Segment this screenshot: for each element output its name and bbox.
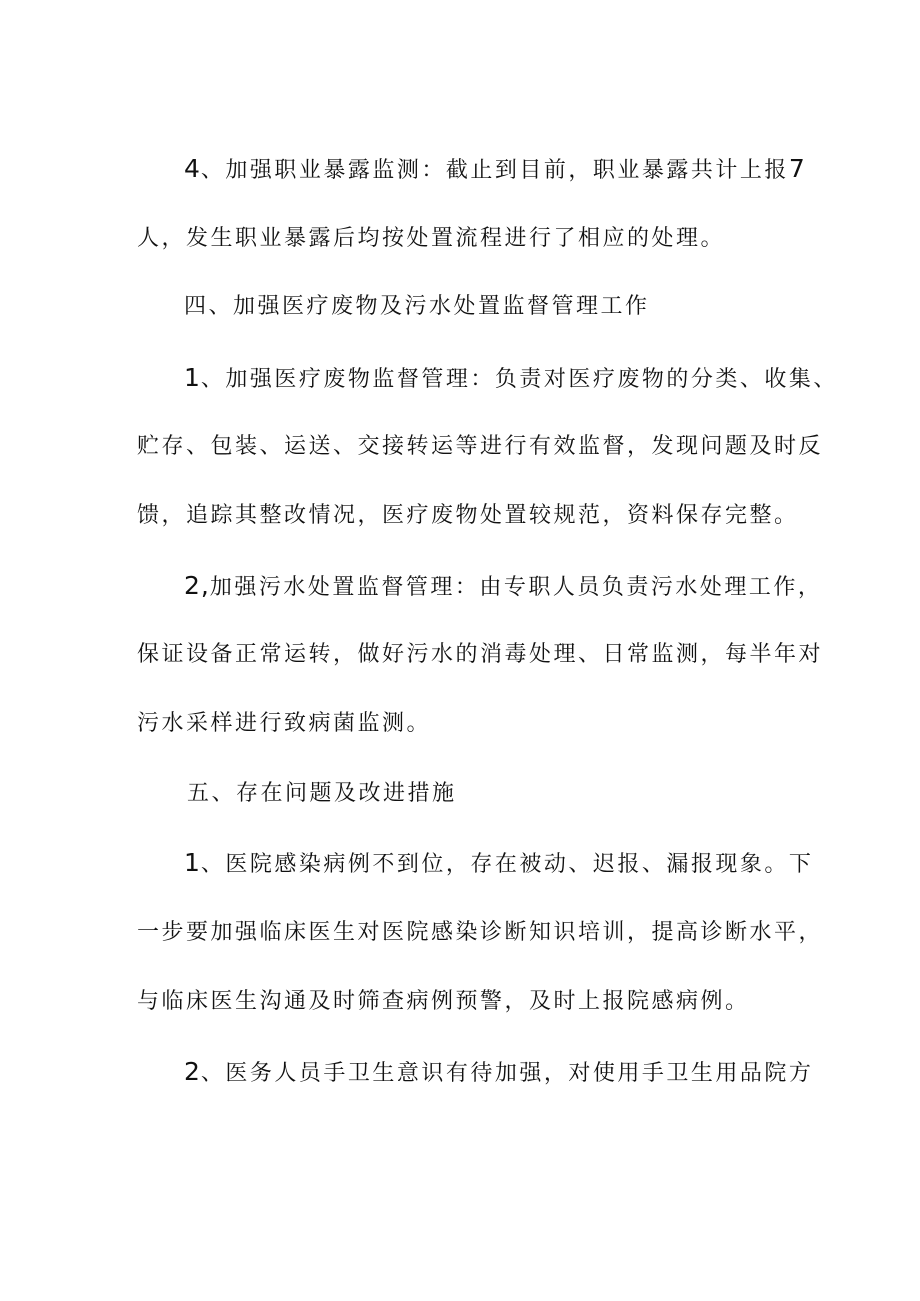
paragraph-2-line-1: 1、加强医疗废物监督管理：负责对医疗废物的分类、收集、 [184,363,838,392]
section-heading-4: 四、加强医疗废物及污水处置监督管理工作 [184,294,650,319]
paragraph-2-line-3: 馈，追踪其整改情况，医疗废物处置较规范，资料保存完整。 [137,503,799,528]
paragraph-3-number: 2, [184,571,210,600]
paragraph-4-line-3: 与临床医生沟通及时筛查病例预警，及时上报院感病例。 [137,989,750,1014]
paragraph-1-number: 4 [184,154,201,183]
paragraph-4-number: 1 [184,848,201,877]
paragraph-4-line-2: 一步要加强临床医生对医院感染诊断知识培训，提高诊断水平， [137,920,824,945]
paragraph-1-line-1 [184,154,806,186]
paragraph-1-line-2: 人，发生职业暴露后均按处置流程进行了相应的处理。 [137,226,726,251]
paragraph-1-count: 7 [788,154,806,183]
paragraph-5-line-1: 2、医务人员手卫生意识有待加强，对使用手卫生用品院方 [184,1057,814,1086]
section-heading-5: 五、存在问题及改进措施 [187,781,457,806]
paragraph-3-line-1: 2,加强污水处置监督管理：由专职人员负责污水处理工作， [184,571,823,600]
paragraph-2-line-2: 贮存、包装、运送、交接转运等进行有效监督，发现问题及时反 [137,434,824,459]
paragraph-3-line-2: 保证设备正常运转，做好污水的消毒处理、日常监测，每半年对 [137,642,824,667]
paragraph-3-line-3: 污水采样进行致病菌监测。 [137,711,432,736]
paragraph-5-number: 2 [184,1057,201,1086]
paragraph-2-number: 1 [184,363,201,392]
paragraph-1-text: 、加强职业暴露监测：截止到目前，职业暴露共计上报 [200,158,789,183]
paragraph-4-line-1: 1、医院感染病例不到位，存在被动、迟报、漏报现象。下 [184,848,814,877]
